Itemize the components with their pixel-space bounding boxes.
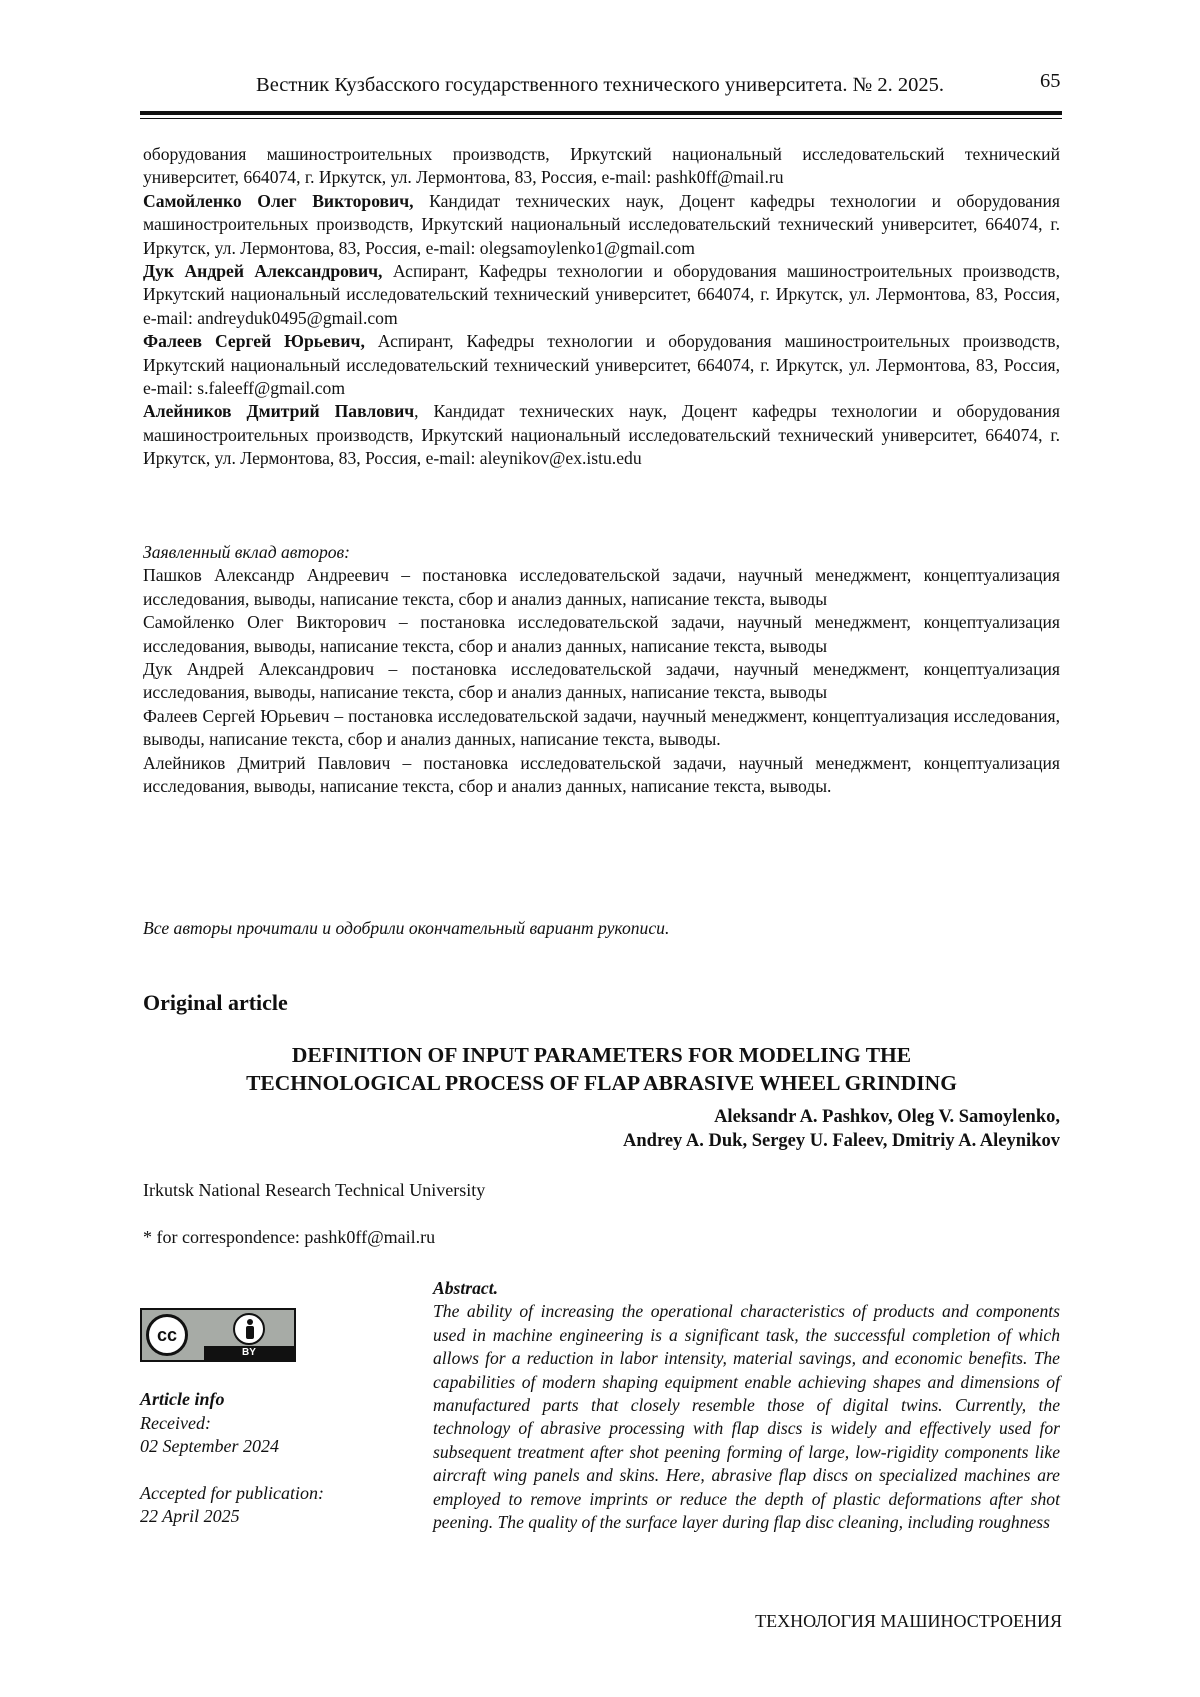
accepted-date: 22 April 2025 xyxy=(140,1506,240,1526)
correspondence: * for correspondence: pashk0ff@mail.ru xyxy=(143,1227,436,1247)
contribution-heading: Заявленный вклад авторов: xyxy=(143,542,351,562)
article-authors-line: Aleksandr A. Pashkov, Oleg V. Samoylenko, xyxy=(714,1107,1060,1127)
author-info-paragraph xyxy=(143,190,1060,260)
contribution-item: Дук Андрей Александрович – постановка исследовательской задачи, научный менеджмент, концептуализация исследования, выводы, написание текста, сбор и анализ данных, написание текста, выводы xyxy=(143,659,1060,703)
article-authors xyxy=(500,1106,1060,1153)
author-name: Фалеев Сергей Юрьевич, xyxy=(143,331,365,352)
abstract-block xyxy=(433,1277,1060,1534)
cc-icon: cc xyxy=(146,1314,188,1356)
contribution-item: Пашков Александр Андреевич – постановка исследовательской задачи, научный менеджмент, концептуализация исследования, выводы, написание текста, сбор и анализ данных, написание текста, выводы xyxy=(143,565,1060,609)
article-info-heading: Article info xyxy=(140,1389,225,1409)
contribution-item: Фалеев Сергей Юрьевич – постановка исследовательской задачи, научный менеджмент, концептуализация исследования, выводы, написание текста, сбор и анализ данных, написание текста, выводы. xyxy=(143,705,1060,750)
author-details: Кандидат технических наук, Доцент кафедры технологии и оборудования машиностроительных производств, Иркутский национальный исследовательский технический университет, 664074, г. Иркутск, ул. Лермонтова, 83, Россия, e-mail: olegsamoylenko1@gmail.com xyxy=(143,190,1060,258)
contribution-item: Самойленко Олег Викторович – постановка исследовательской задачи, научный менеджмент, концептуализация исследования, выводы, написание текста, сбор и анализ данных, написание текста, выводы xyxy=(143,612,1060,656)
article-type-label: Original article xyxy=(143,990,288,1015)
page-number: 65 xyxy=(1040,70,1061,92)
author-name: Алейников Дмитрий Павлович xyxy=(143,401,415,422)
article-title-line: TECHNOLOGICAL PROCESS OF FLAP ABRASIVE WHEEL GRINDING xyxy=(246,1071,957,1095)
abstract-heading: Abstract. xyxy=(433,1278,499,1298)
article-title-line: DEFINITION OF INPUT PARAMETERS FOR MODELING THE xyxy=(291,1043,912,1067)
by-label: BY xyxy=(242,1347,256,1358)
article-info xyxy=(140,1388,390,1529)
header-rule-thin xyxy=(140,118,1062,119)
contribution-block xyxy=(143,541,1060,798)
affiliation: Irkutsk National Research Technical University xyxy=(143,1180,486,1200)
author-details: Аспирант, Кафедры технологии и оборудования машиностроительных производств, Иркутский национальный исследовательский технический университет, 664074, г. Иркутск, ул. Лермонтова, 83, Россия, e-mail: s.faleeff@gmail.com xyxy=(143,331,1060,399)
received-label: Received: xyxy=(140,1412,211,1433)
authors-info-block xyxy=(143,143,1060,471)
approval-statement: Все авторы прочитали и одобрили окончательный вариант рукописи. xyxy=(143,918,670,938)
author-details: Аспирант, Кафедры технологии и оборудования машиностроительных производств, Иркутский национальный исследовательский технический университет, 664074, г. Иркутск, ул. Лермонтова, 83, Россия, e-mail: andreyduk0495@gmail.com xyxy=(143,261,1060,328)
accepted-label: Accepted for publication: xyxy=(140,1482,324,1503)
author-name: Дук Андрей Александрович, xyxy=(143,261,383,282)
header-rule-thick xyxy=(140,111,1062,115)
author-details: , Кандидат технических наук, Доцент кафедры технологии и оборудования машиностроительных производств, Иркутский национальный исследовательский технический университет, 664074, г. Иркутск, ул. Лермонтова, 83, Россия, e-mail: aleynikov@ex.istu.edu xyxy=(143,401,1060,469)
received-date: 02 September 2024 xyxy=(140,1436,279,1456)
article-authors-line: Andrey A. Duk, Sergey U. Faleev, Dmitriy A. Aleynikov xyxy=(623,1130,1060,1151)
cc-by-license-badge xyxy=(140,1308,296,1362)
author-info-paragraph xyxy=(143,260,1060,330)
author-name: Самойленко Олег Викторович, xyxy=(143,190,414,211)
footer-section: ТЕХНОЛОГИЯ МАШИНОСТРОЕНИЯ xyxy=(755,1611,1062,1631)
journal-header: Вестник Кузбасского государственного технического университета. № 2. 2025. xyxy=(256,74,944,96)
author-details: оборудования машиностроительных производств, Иркутский национальный исследовательский технический университет, 664074, г. Иркутск, ул. Лермонтова, 83, Россия, e-mail: pashk0ff@mail.ru xyxy=(143,144,1060,188)
author-info-paragraph xyxy=(143,400,1060,470)
abstract-text: The ability of increasing the operational characteristics of products and components used in machine engineering is a significant task, the successful completion of which allows for a reduction in labor intensity, material savings, and economic benefits. The capabilities of modern shaping equipment enable achieving shapes and dimensions of manufactured parts that closely resemble those of digital twins. Currently, the technology of abrasive processing with flap discs is widely and effectively used for subsequent treatment after shot peening forming of large, low-rigidity components like aircraft wing panels and skins. Here, abrasive flap discs on specialized machines are employed to remove imprints or reduce the depth of plastic deformations after shot peening. The quality of the surface layer during flap disc cleaning, including roughness xyxy=(433,1301,1060,1533)
author-info-paragraph xyxy=(143,143,1060,190)
attribution-person-icon xyxy=(233,1313,265,1345)
author-info-paragraph xyxy=(143,330,1060,400)
article-title xyxy=(143,1041,1060,1097)
contribution-item: Алейников Дмитрий Павлович – постановка исследовательской задачи, научный менеджмент, концептуализация исследования, выводы, написание текста, сбор и анализ данных, написание текста, выводы. xyxy=(143,752,1060,797)
